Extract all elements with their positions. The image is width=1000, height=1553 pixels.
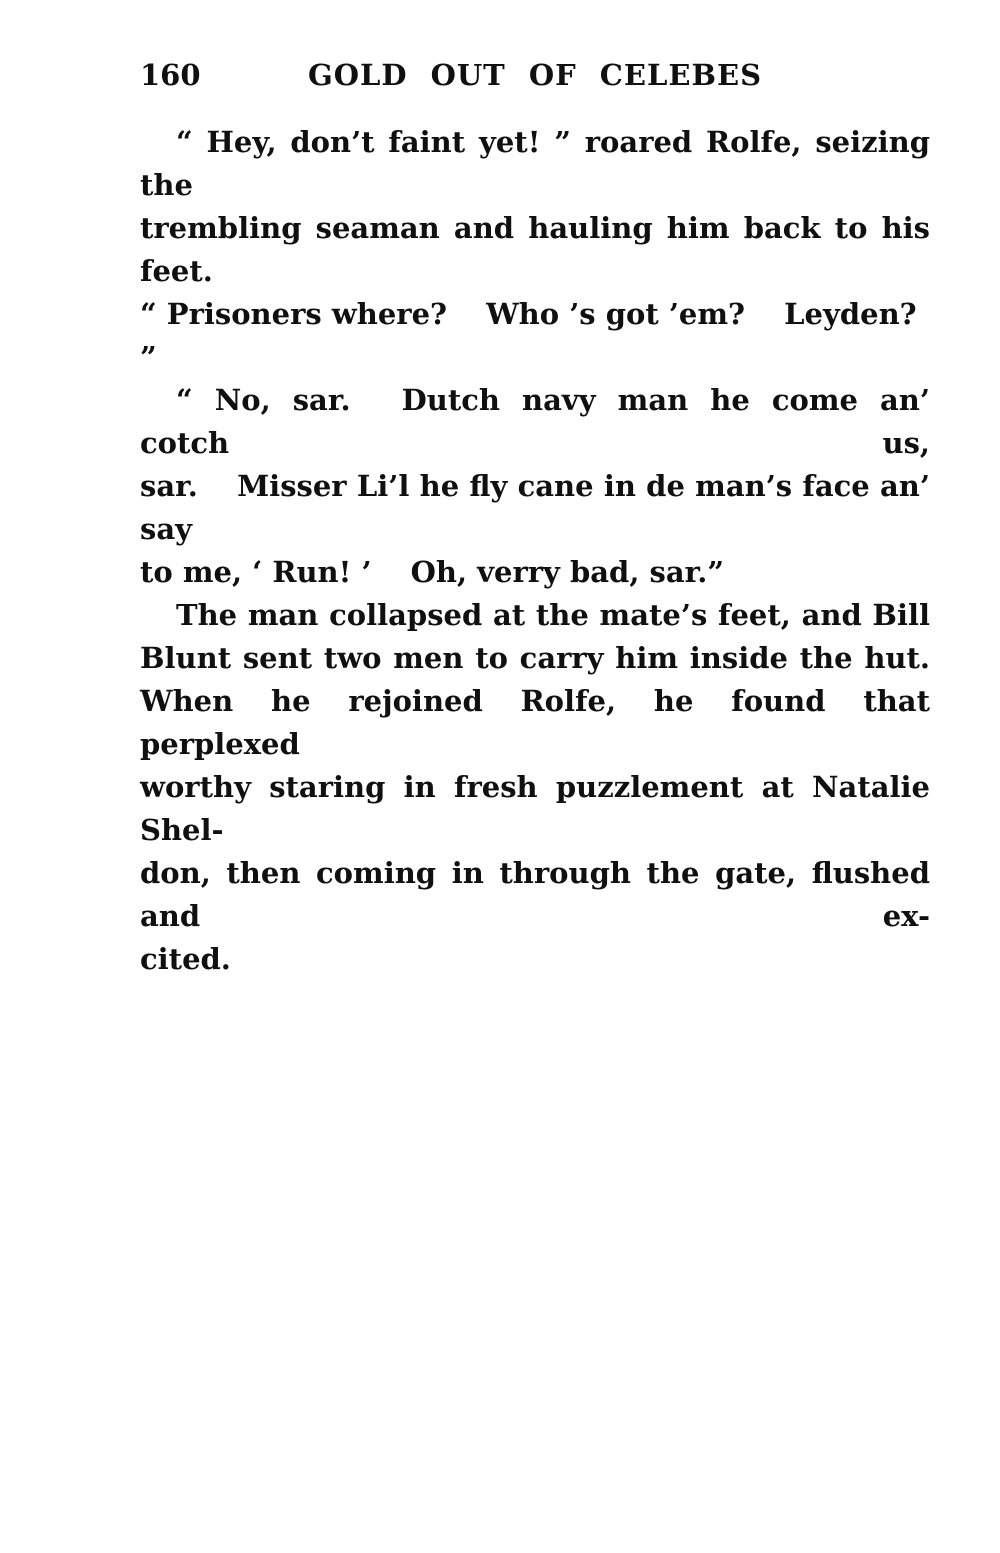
paragraph <box>140 379 941 594</box>
text-line: “ Hey, don’t faint yet! ” roared Rolfe, seizing the <box>140 125 941 202</box>
text-line: worthy staring in fresh puzzlement at Natalie Shel- <box>140 770 941 847</box>
page-header <box>140 57 930 93</box>
text-line: don, then coming in through the gate, flushed and ex- <box>140 856 941 933</box>
text-line: “ No, sar. Dutch navy man he come an’ cotch us, <box>140 383 941 460</box>
text-line: Blunt sent two men to carry him inside the hut. <box>140 641 930 675</box>
page-number: 160 <box>140 58 201 92</box>
text-line: sar. Misser Li’l he fly cane in de man’s face an’ say <box>140 469 941 546</box>
text-line: When he rejoined Rolfe, he found that perplexed <box>140 684 941 761</box>
running-title: GOLD OUT OF CELEBES <box>307 58 763 92</box>
text-line: trembling seaman and hauling him back to his feet. <box>140 211 941 288</box>
paragraph <box>140 121 941 379</box>
text-block <box>140 57 941 981</box>
page-text <box>140 121 941 981</box>
text-line: cited. <box>140 942 231 976</box>
text-line: to me, ‘ Run! ’ Oh, verry bad, sar.” <box>140 555 725 589</box>
text-line: “ Prisoners where? Who ’s got ’em? Leyden? ” <box>140 297 927 374</box>
text-line: The man collapsed at the mate’s feet, and Bill <box>176 598 930 632</box>
paragraph <box>140 594 941 981</box>
